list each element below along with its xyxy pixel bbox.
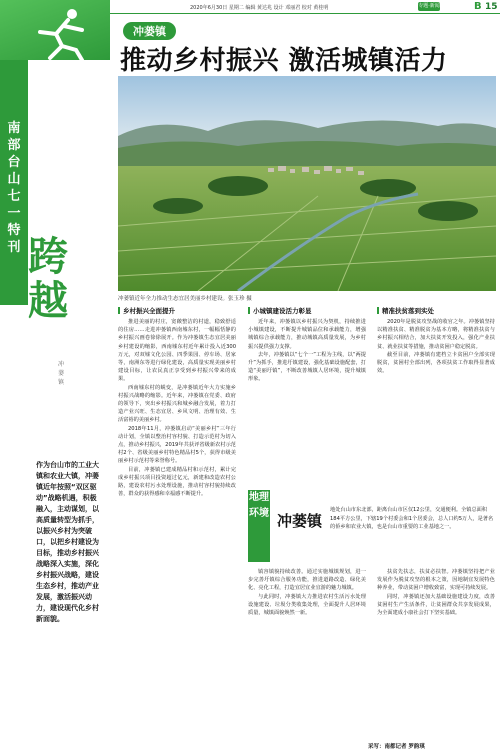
sidebar-town-name: 冲蒌镇: [58, 361, 65, 386]
paragraph: 扶贫先扶志，扶贫必扶智。冲蒌镇坚持把产业发展作为脱贫攻坚的根本之策，因地制宜发展特色种养业，带动贫困户增收致富，实现可持续发展。: [377, 569, 495, 592]
big-title-kuayue: 跨 越: [28, 233, 68, 324]
section-title-rural: 乡村振兴全面提升: [118, 306, 175, 315]
column-2-top: [248, 318, 366, 384]
section-title-poverty: 精准扶贫落到实处: [377, 306, 434, 315]
paragraph: 目前，冲蒌镇已建成精品村和示范村，累计完成乡村振兴项目投资超过亿元，新建和改造农村公路，建设农村污水处理设施，推动村容村貌持续改善，群众的获得感和幸福感不断提升。: [118, 466, 236, 498]
section-title-town: 小城镇建设活力彰显: [248, 306, 312, 315]
header-divider: [110, 13, 500, 14]
town-badge: 冲蒌镇: [123, 22, 176, 40]
photo-caption: 冲蒌镇近年全力推动生态宜居美丽乡村建设。张玉珍 摄: [118, 296, 252, 302]
column-2-bottom: [248, 568, 366, 617]
paragraph: 去年，冲蒌镇以“七个一”工程为主线，以“两提升”为抓手，推进圩镇建设，强化基础设施配套，打造“美丽圩镇”，不断改善城镇人居环境，提升城镇形象。: [248, 351, 366, 383]
paragraph: 同时，冲蒌镇还加大基础设施建设力度，改善贫困村生产生活条件，让贫困群众共享发展成果，为全面建成小康社会打下坚实基础。: [377, 593, 495, 617]
column-1: [118, 318, 236, 498]
paragraph: 2020年是脱贫攻坚战的收官之年。冲蒌镇坚持以精准扶贫、精准脱贫为基本方略，将精准扶贫与乡村振兴相结合，加大扶贫开发投入，强化产业扶贫、就业扶贫等措施，推动贫困户稳定脱贫。: [377, 319, 495, 350]
page-number: B: [474, 1, 482, 12]
column-3-bottom: [377, 568, 495, 617]
sidebar-description: 作为台山市的工业大镇和农业大镇，冲蒌镇近年按照“双区驱动”战略机遇，积极融入，主动谋划，以高质量转型为抓手，以振兴乡村为突破口，以把乡村建设为目标，推动乡村振兴战略深入实施，深化乡村振兴战略，建设生态乡村，推动产业发展，激活振兴动力，建设现代化乡村新面貌。: [36, 461, 99, 623]
paragraph: 截至目前，冲蒌镇有建档立卡贫困户全部实现脱贫，贫困村全部出列，各项扶贫工作取得显著成效。: [377, 351, 495, 375]
geo-box-text: 地处台山市东北部，距离台山市区仅12公里，交通便利。全镇总面积184平方公里，下辖19个村委会和1个居委会，总人口约5万人，是著名的侨乡和农业大镇，也是台山市重要的工业基地之一。: [330, 507, 494, 530]
article-title: 推动乡村振兴 激活城镇活力: [120, 46, 448, 76]
paragraph: 近年来，冲蒌镇以乡村振兴为契机，持续推进小城镇建设，不断提升城镇品位和承载能力，增强城镇综合承载能力，推动城镇高质量发展，为乡村振兴提供强力支撑。: [248, 319, 366, 350]
paragraph: 推进美丽的村庄，宽敞整洁的村道，稳致舒适的住房……走进冲蒌镇西南墟东村，一幅幅恬静的乡村振兴画卷徐徐展开。作为冲蒌镇生态宜居美丽乡村建设的缩影，西南墟东村近年累计投入近300万元，对双墟文化公园、四季果园、停车场、居家等，南洲东等进行绿化建设，高质量实现美丽乡村建设目标，让农民真正享受到乡村振兴带来的成果。: [118, 319, 236, 383]
column-3-top: [377, 318, 495, 375]
paragraph: 镇容镇貌持续改善。通过实施城镇规划，进一步完善圩镇综合服务功能，推进道路改造、绿化美化、亮化工程，打造宜居宜业宜游的魅力城镇。: [248, 569, 366, 592]
page-edition: 15: [485, 2, 498, 12]
special-issue-title: 南 部 台 山 七 一 特 刊: [7, 121, 21, 255]
author-credit: 采写：南都记者 罗韵琪: [368, 744, 425, 750]
paragraph: 西南墟东村的蜕变，是冲蒌镇近年大力实施乡村振兴战略的缩影。近年来，冲蒌镇在党委、政府的领导下，突出乡村振兴和城乡融合发展，着力打造产业兴旺、生态宜居、乡风文明、治理有效、生活富裕的美丽乡村。: [118, 384, 236, 424]
geo-box-town-name: 冲蒌镇: [277, 512, 323, 530]
geo-box-label: 地理环境: [248, 490, 270, 562]
header-info: 2020年6月30日 星期二 编辑 黄达兆 设计 邓丽君 校对 黄桂明: [190, 5, 329, 11]
header-badge: 专题·新闻: [418, 3, 440, 9]
runner-icon: [10, 6, 100, 61]
paragraph: 与此同时，冲蒌镇大力推进农村生活污水处理设施建设、垃圾分类收集处理，全面提升人居环境质量，城镇面貌焕然一新。: [248, 593, 366, 617]
aerial-village-photo: [118, 76, 496, 291]
paragraph: 2018年11月，冲蒌镇启动“美丽乡村”三年行动计划，全镇以整治村容村貌、打造示范村为切入点，推动乡村振兴，2019年共获评省级新农村示范村2个、省级美丽乡村特色精品村5个，获得市级美丽乡村示范村等荣誉称号。: [118, 425, 236, 465]
